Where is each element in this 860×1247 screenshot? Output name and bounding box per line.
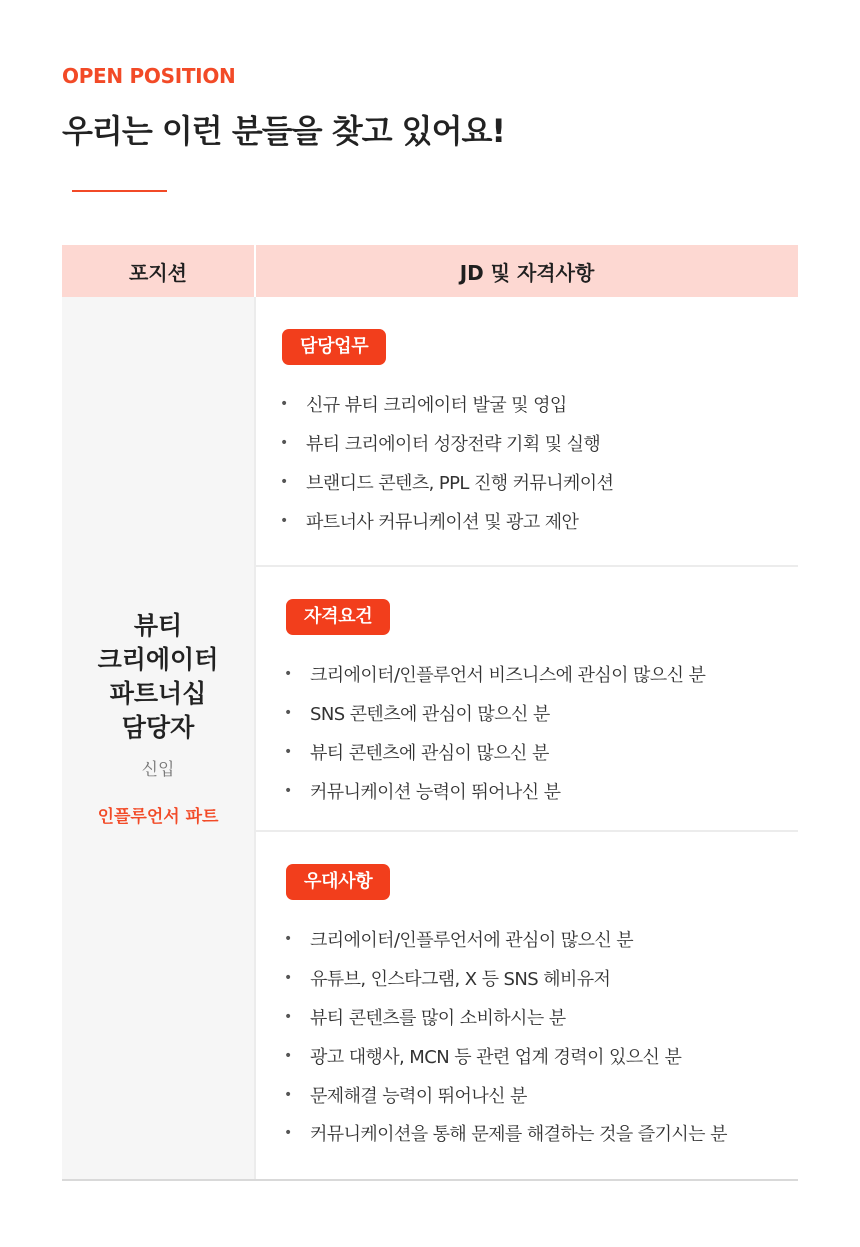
bullet-icon: • <box>284 931 292 948</box>
section-preferred <box>256 832 798 1179</box>
section-badge: 담당업무 <box>282 329 386 365</box>
bullet-icon: • <box>284 1086 292 1103</box>
bullet-icon: • <box>284 705 292 722</box>
position-title-line: 담당자 <box>121 713 195 742</box>
list-item-text: 신규 뷰티 크리에이터 발굴 및 영입 <box>306 395 567 417</box>
position-table <box>62 245 798 1181</box>
list-item-text: 문제해결 능력이 뛰어나신 분 <box>310 1085 527 1107</box>
bullet-icon: • <box>284 1008 292 1025</box>
bullet-icon: • <box>284 782 292 799</box>
duties-list <box>280 385 613 540</box>
bullet-icon: • <box>284 1047 292 1064</box>
section-requirements <box>256 567 798 832</box>
table-bottom-border <box>62 1179 798 1181</box>
position-title-line: 뷰티 <box>133 611 183 640</box>
section-badge: 자격요건 <box>286 599 390 635</box>
list-item-text: 광고 대행사, MCN 등 관련 업계 경력이 있으신 분 <box>310 1046 682 1068</box>
bullet-icon: • <box>280 435 288 452</box>
requirements-list <box>284 655 705 810</box>
bullet-icon: • <box>284 666 292 683</box>
list-item <box>284 694 705 733</box>
list-item-text: 뷰티 콘텐츠를 많이 소비하시는 분 <box>310 1007 566 1029</box>
preferred-list <box>284 920 727 1153</box>
bullet-icon: • <box>284 743 292 760</box>
list-item-text: 유튜브, 인스타그램, X 등 SNS 헤비유저 <box>310 969 611 991</box>
column-header-jd: JD 및 자격사항 <box>459 260 595 285</box>
list-item <box>284 1075 727 1114</box>
page-title: 우리는 이런 분들을 찾고 있어요! <box>62 112 506 150</box>
bullet-icon: • <box>284 970 292 987</box>
list-item <box>284 655 705 694</box>
accent-divider <box>72 190 167 192</box>
list-item-text: 뷰티 크리에이터 성장전략 기획 및 실행 <box>306 434 601 456</box>
list-item-text: 크리에이터/인플루언서 비즈니스에 관심이 많으신 분 <box>310 665 706 687</box>
position-title-line: 파트너십 <box>109 679 207 708</box>
position-cell <box>62 297 256 1181</box>
column-header-position: 포지션 <box>62 245 256 297</box>
table-header <box>62 245 798 297</box>
list-item-text: 뷰티 콘텐츠에 관심이 많으신 분 <box>310 742 549 764</box>
bullet-icon: • <box>284 1125 292 1142</box>
bullet-icon: • <box>280 473 288 490</box>
list-item <box>284 1114 727 1153</box>
list-item-text: 파트너사 커뮤니케이션 및 광고 제안 <box>306 511 579 533</box>
list-item-text: 브랜디드 콘텐츠, PPL 진행 커뮤니케이션 <box>306 472 614 494</box>
list-item <box>284 920 727 959</box>
list-item-text: SNS 콘텐츠에 관심이 많으신 분 <box>310 704 550 726</box>
table-body <box>62 297 798 1181</box>
list-item <box>280 424 613 463</box>
list-item-text: 커뮤니케이션 능력이 뛰어나신 분 <box>310 781 561 803</box>
list-item-text: 커뮤니케이션을 통해 문제를 해결하는 것을 즐기시는 분 <box>310 1124 727 1146</box>
bullet-icon: • <box>280 512 288 529</box>
position-level: 신입 <box>141 760 175 780</box>
list-item <box>280 501 613 540</box>
list-item-text: 크리에이터/인플루언서에 관심이 많으신 분 <box>310 930 634 952</box>
list-item <box>284 959 727 998</box>
position-title-line: 크리에이터 <box>97 645 219 674</box>
list-item <box>280 463 613 502</box>
position-part: 인플루언서 파트 <box>97 807 219 827</box>
list-item <box>284 998 727 1037</box>
jd-cell <box>256 297 798 1181</box>
section-duties <box>256 297 798 567</box>
list-item <box>284 1036 727 1075</box>
section-badge: 우대사항 <box>286 864 390 900</box>
list-item <box>280 385 613 424</box>
eyebrow-label: OPEN POSITION <box>62 64 236 88</box>
bullet-icon: • <box>280 396 288 413</box>
list-item <box>284 771 705 810</box>
list-item <box>284 733 705 772</box>
